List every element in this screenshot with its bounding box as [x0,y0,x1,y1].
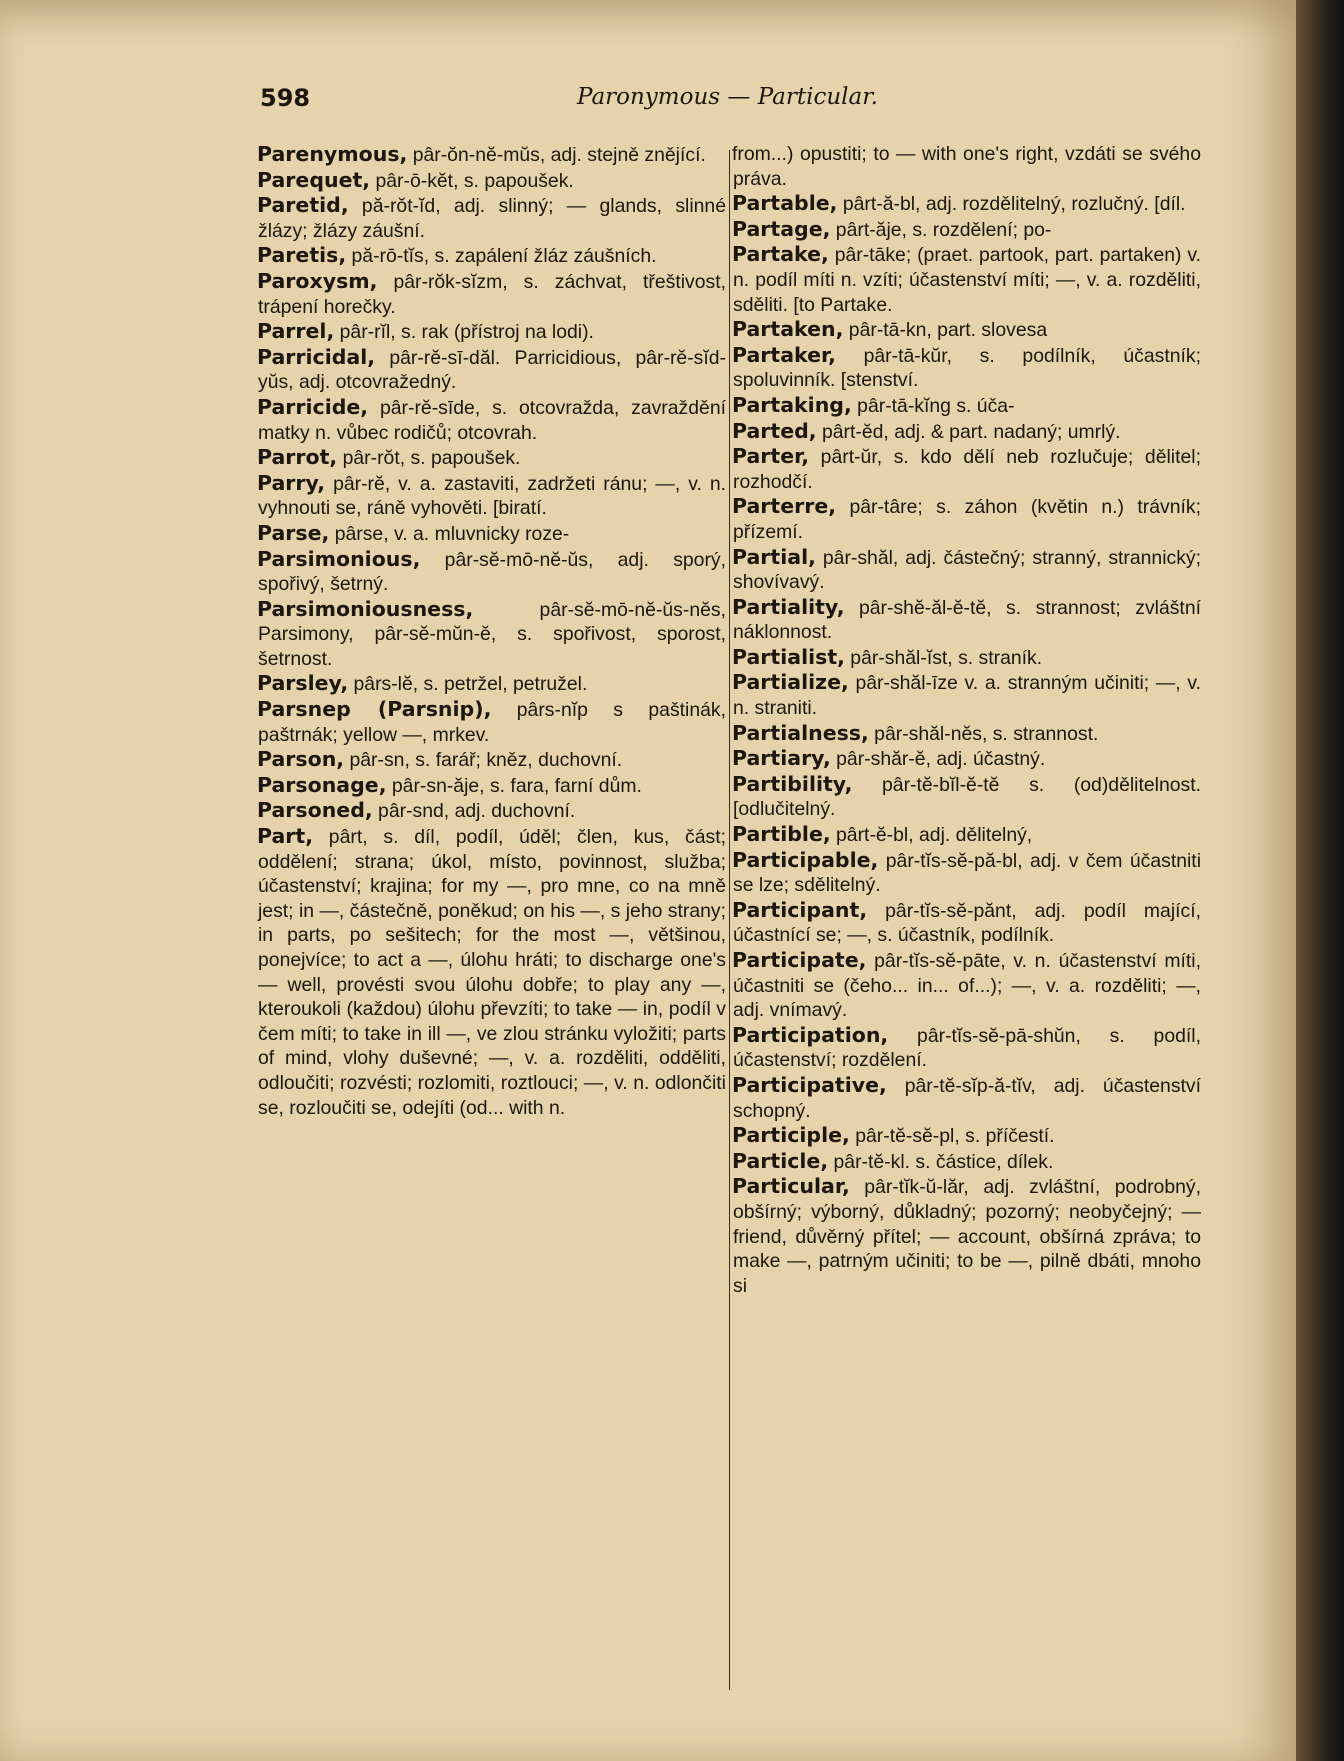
dictionary-entry [258,243,726,269]
entry-headword: Parrel, [257,319,335,344]
entry-definition: pâr-tā-kŭr, s. podílník, účastník; spoluvinník. [stenství. [733,344,1201,392]
entry-headword: Partaking, [732,392,852,417]
entry-headword: Partible, [732,822,831,847]
entry-headword: Paretis, [257,243,347,268]
entry-definition: pâr-sĕ-mō-nĕ-ŭs, adj. sporý, spořivý, šetrný. [258,548,726,596]
dictionary-entry [258,671,726,697]
dictionary-entry [733,419,1201,445]
entry-definition: pâr-rŏk-sĭzm, s. záchvat, třeštivost, trápení horečky. [258,270,726,318]
entry-headword: Parry, [257,470,326,495]
dictionary-entry [258,798,726,824]
dictionary-entry [733,393,1201,419]
dictionary-entry [733,1073,1201,1123]
dictionary-entry [258,395,726,445]
entry-definition: pâr-tĭs-sĕ-pănt, adj. podíl mající, účastnící se; —, s. účastník, podílník. [733,899,1201,947]
entry-definition: pâr-tāke; (praet. partook, part. partaken) v. n. podíl míti n. vzíti; účastenství míti; —, v. a. rozděliti, sděliti. [to Partake. [733,244,1201,316]
dictionary-entry [258,747,726,773]
entry-definition: pă-rō-tĭs, s. zapálení žláz záušních. [346,245,657,268]
dictionary-entry [258,521,726,547]
entry-headword: Parricidal, [257,344,376,369]
entry-headword: Partaker, [732,342,836,367]
entry-headword: Parter, [732,444,810,469]
dictionary-entry [733,670,1201,720]
dictionary-entry [258,697,726,747]
entry-definition: pârt, s. díl, podíl, úděl; člen, kus, část; oddělení; strana; úkol, místo, povinnost, služba; účastenství; krajina; for my —, pro mne, co na mně jest; in —, částečně, poněkud; on his —, s jeho strany; in parts, po sešitech; for the most —, většinou, ponejvíce; to act a —, úlohu hráti; to discharge one's — well, provésti svou úlohu dobře; to play any —, kteroukoli (každou) úlohu převzíti; to take — in, podíl v čem míti; to take in ill —, ve zlou stránku vyložiti; parts of mind, vlohy duševné; —, v. a. rozděliti, odděliti, odloučiti; rozvésti; rozlomiti, roztlouci; —, v. n. odlončiti se, rozloučiti se, odejíti (od... with n. [258,826,726,1119]
entry-definition: pârse, v. a. mluvnicky roze- [329,522,570,545]
entry-headword: Partaken, [732,317,844,342]
dictionary-entry [733,848,1201,898]
dictionary-entry [258,547,726,597]
entry-headword: Participate, [732,948,867,972]
entry-definition: pâr-sn, s. farář; kněz, duchovní. [344,749,623,772]
entry-headword: Parson, [257,747,345,772]
entry-headword: Parse, [257,520,330,545]
dictionary-entry [733,191,1201,217]
dictionary-entry [733,1174,1201,1298]
entry-definition: pâr-shăr-ĕ, adj. účastný. [830,748,1046,771]
running-title: Paronymous — Particular. [577,84,878,110]
entry-definition: pâr-snd, adj. duchovní. [372,800,576,823]
entry-headword: Partiality, [732,594,845,619]
dictionary-entry [258,168,726,194]
entry-headword: Partibility, [732,771,853,796]
entry-headword: Partake, [732,242,829,267]
dictionary-entry [733,343,1201,393]
entry-headword: Participable, [732,847,879,872]
dictionary-entry [733,545,1201,595]
entry-definition: pârt-ă-bl, adj. rozdělitelný, rozlučný. [díl. [837,193,1186,216]
entry-definition: pârt-ăje, s. rozdělení; po- [830,218,1052,241]
entry-headword: Parsnep (Parsnip), [257,697,492,722]
entry-definition: pâr-rĕ-sī-dăl. Parricidious, pâr-rĕ-sĭd-yŭs, adj. otcovražedný. [258,346,726,394]
entry-headword: Partialize, [732,670,849,695]
entry-definition: pâr-tĭs-sĕ-pā-shŭn, s. podíl, účastenství; rozdělení. [733,1024,1201,1072]
entry-definition: pâr-tĕ-sĕ-pl, s. příčestí. [849,1125,1055,1148]
dictionary-entry [258,773,726,799]
book-spine-shadow [1296,0,1344,1761]
entry-definition: pâr-tā-kĭng s. úča- [851,394,1015,417]
dictionary-entry [733,721,1201,747]
entry-definition: pârt-ĕd, adj. & part. nadaný; umrlý. [816,420,1121,443]
dictionary-entry [733,444,1201,494]
dictionary-entry [258,824,726,1120]
entry-headword: Participative, [732,1072,887,1097]
entry-headword: Parenymous, [257,142,408,166]
entry-headword: Partial, [732,544,816,569]
right-column [733,142,1201,1697]
dictionary-entry [733,494,1201,544]
entry-headword: Parsoned, [257,798,373,823]
entry-definition: pâr-shăl-īze v. a. stranným učiniti; —, v. n. straniti. [733,672,1201,720]
entry-definition: pâr-shăl-nĕs, s. strannost. [868,722,1099,745]
entry-definition: pâr-ŏn-nĕ-mŭs, adj. stejně znějící. [407,144,706,166]
entry-headword: Parterre, [732,494,837,519]
entry-headword: Partiary, [732,746,831,771]
entry-headword: Parsimoniousness, [257,596,474,621]
dictionary-entry [733,772,1201,822]
entry-definition: pâr-rĕ-sīde, s. otcovražda, zavraždění matky n. vůbec rodičů; otcovrah. [258,396,726,444]
entry-definition: pâr-sĕ-mō-nĕ-ŭs-nĕs, Parsimony, pâr-sĕ-mŭn-ĕ, s. spořivost, sporost, šetrnost. [258,598,726,670]
entry-definition: pâr-rĕ, v. a. zastaviti, zadržeti ránu; —, v. n. vyhnouti se, ráně vyhověti. [biratí. [258,472,726,520]
entry-definition: pârs-lĕ, s. petržel, petružel. [348,673,588,696]
dictionary-entry [258,142,726,168]
entry-definition: pârt-ĕ-bl, adj. dělitelný, [830,824,1033,847]
dictionary-entry [733,242,1201,317]
entry-headword: Paroxysm, [257,268,378,293]
dictionary-entry [258,269,726,319]
dictionary-entry [258,445,726,471]
dictionary-entry [733,1123,1201,1149]
dictionary-entry [258,193,726,243]
dictionary-entry [733,1023,1201,1073]
column-divider [729,150,730,1690]
entry-definition: pâr-shăl, adj. částečný; stranný, strannický; shovívavý. [733,546,1201,594]
dictionary-entry [733,948,1201,1023]
dictionary-entry [258,345,726,395]
entry-definition: pâr-sn-ăje, s. fara, farní dům. [386,774,642,797]
dictionary-entry [258,471,726,521]
dictionary-entry [733,645,1201,671]
entry-definition: pâr-tā-kn, part. slovesa [843,319,1048,342]
entry-definition: pârs-nĭp s paštinák, paštrnák; yellow —, mrkev. [258,699,726,746]
dictionary-entry [733,746,1201,772]
entry-headword: Parsimonious, [257,546,421,571]
entry-headword: Part, [257,824,314,849]
entry-headword: Particular, [732,1174,850,1199]
entry-headword: Particle, [732,1148,829,1173]
entry-headword: Participant, [732,897,868,922]
entry-definition: pâr-shăl-ĭst, s. straník. [844,646,1043,669]
entry-definition: pâr-rŏt, s. papoušek. [337,447,521,470]
entry-definition: pâr-shĕ-ăl-ĕ-tĕ, s. strannost; zvláštní náklonnost. [733,596,1201,644]
dictionary-entry [733,1149,1201,1175]
entry-definition: pâr-tĭs-sĕ-pă-bl, adj. v čem účastniti se lze; sdělitelný. [733,849,1201,897]
entry-headword: Parequet, [257,167,371,192]
entry-definition: pâr-tĭs-sĕ-pāte, v. n. účastenství míti, účastniti se (čeho... in... of...); —, v. a. rozděliti; —, adj. vnímavý. [733,950,1201,1022]
entry-headword: Partage, [732,216,831,241]
entry-headword: Parsonage, [257,772,387,797]
entry-headword: Partialness, [732,720,869,745]
entry-headword: Parrot, [257,445,338,470]
dictionary-entry [258,319,726,345]
dictionary-entry [733,317,1201,343]
dictionary-entry [733,898,1201,948]
entry-headword: Participation, [732,1022,889,1047]
dictionary-entry [733,217,1201,243]
entry-definition: pârt-ŭr, s. kdo dělí neb rozlučuje; dělitel; rozhodčí. [733,446,1201,493]
entry-headword: Partialist, [732,644,845,669]
entry-headword: Partable, [732,191,838,216]
entry-definition: pâr-ō-kĕt, s. papoušek. [370,169,574,192]
entry-definition: pâr-rĭl, s. rak (přístroj na lodi). [334,321,594,344]
entry-definition: pâr-tĕ-bĭl-ĕ-tĕ s. (od)dělitelnost. [odlučitelný. [733,773,1201,821]
entry-headword: Paretid, [257,193,349,218]
entry-headword: Parricide, [257,394,369,419]
entry-definition: pâr-târe; s. záhon (květin n.) trávník; přízemí. [733,496,1201,543]
dictionary-entry [733,822,1201,848]
entry-definition: pâr-tĭk-ŭ-lăr, adj. zvláštní, podrobný, obšírný; výborný, důkladný; pozorný; neobyčejný; — friend, důvěrný přítel; — account, obšírná zpráva; to make —, patrným učiniti; to be —, pilně dbáti, mnoho si [733,1176,1201,1297]
entry-headword: Participle, [732,1123,850,1148]
left-column [258,142,726,1697]
entry-definition: pâr-tĕ-sĭp-ă-tĭv, adj. účastenství schopný. [733,1074,1201,1122]
dictionary-entry [733,595,1201,645]
entry-headword: Parted, [732,418,817,443]
entry-headword: Parsley, [257,671,349,696]
dictionary-entry [733,142,1201,191]
entry-definition: pâr-tĕ-kl. s. částice, dílek. [828,1150,1054,1173]
dictionary-entry [258,597,726,672]
page-header [260,84,1195,124]
page-number: 598 [260,84,311,112]
entry-definition: from...) opustiti; to — with one's right, vzdáti se svého práva. [732,143,1201,190]
entry-definition: pă-rŏt-ĭd, adj. slinný; — glands, slinné žlázy; žlázy záušní. [258,195,726,242]
